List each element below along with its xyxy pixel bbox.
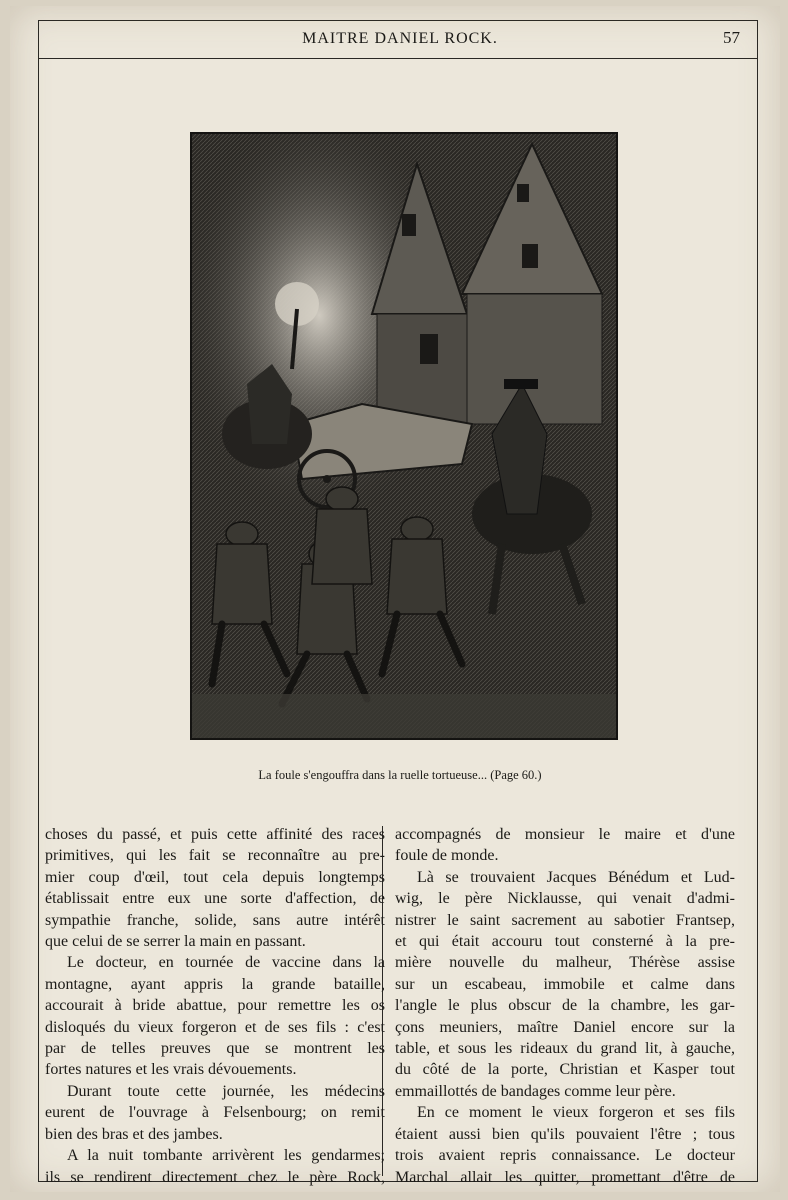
- text-line: foule de monde.: [395, 847, 499, 865]
- text-line: primitives, qui les fait se reconnaître au pre-: [45, 847, 385, 865]
- header-rule: [38, 58, 758, 59]
- text-line: A la nuit tombante arrivèrent les gendarmes;: [67, 1147, 385, 1165]
- text-line: emmaillottés de bandages comme leur père.: [395, 1082, 676, 1100]
- text-line: l'angle le plus obscur de la chambre, les gar-: [395, 997, 735, 1015]
- page-number: 57: [723, 28, 740, 47]
- text-line: et qui était accouru tout consterné à la pre-: [395, 933, 735, 951]
- text-line: sympathie franche, solide, sans autre intérêt: [45, 911, 385, 929]
- text-line: nistrer le saint sacrement au sabotier Frantsep,: [395, 911, 735, 929]
- text-line: trois avaient repris connaissance. Le docteur: [395, 1147, 735, 1165]
- text-line: bien des bras et des jambes.: [45, 1125, 223, 1143]
- text-line: çons meuniers, maître Daniel encore sur la: [395, 1018, 735, 1036]
- text-line: Là se trouvaient Jacques Bénédum et Lud-: [417, 868, 735, 886]
- text-line: du côté de la porte, Christian et Kasper tout: [395, 1061, 735, 1079]
- book-page: [10, 6, 780, 1192]
- text-line: wig, le père Nicklausse, qui venait d'admi-: [395, 890, 735, 908]
- text-line: disloqués du vieux forgeron et de ses fils : c'est: [45, 1018, 385, 1036]
- text-line: fortes natures et les vrais dévouements.: [45, 1061, 297, 1079]
- text-line: choses du passé, et puis cette affinité des races: [45, 826, 385, 843]
- text-line: établissait entre eux une sorte d'affection, de: [45, 890, 385, 908]
- illustration-caption: La foule s'engouffra dans la ruelle tortueuse... (Page 60.): [258, 768, 542, 782]
- text-line: accourait à bride abattue, pour remettre les os: [45, 997, 385, 1015]
- text-line: mière nouvelle du malheur, Thérèse assise: [395, 954, 735, 972]
- running-title: MAITRE DANIEL ROCK.: [302, 30, 498, 47]
- text-line: Le docteur, en tournée de vaccine dans la: [67, 954, 385, 972]
- text-line: table, et sous les rideaux du grand lit, à gauche,: [395, 1040, 735, 1058]
- text-line: eurent de l'ouvrage à Felsenbourg; on remit: [45, 1104, 385, 1122]
- text-line: étaient aussi bien qu'ils pouvaient l'être ; tous: [395, 1125, 735, 1143]
- text-line: accompagnés de monsieur le maire et d'une: [395, 826, 735, 843]
- text-line: mier coup d'œil, tout cela depuis longtemps: [45, 868, 385, 886]
- text-line: Durant toute cette journée, les médecins: [67, 1082, 385, 1100]
- night-riot-scene-image: [192, 134, 616, 738]
- right-text-column: [395, 824, 735, 1188]
- left-text-column: [45, 824, 385, 1188]
- text-line: montagne, ayant appris la grande bataille,: [45, 975, 385, 993]
- text-line: que celui de se serrer la main en passant.: [45, 933, 306, 951]
- text-line: sur un escabeau, immobile et calme dans: [395, 975, 735, 993]
- text-line: ils se rendirent directement chez le père Rock,: [45, 1168, 385, 1186]
- engraving-illustration: [190, 132, 618, 740]
- text-line: En ce moment le vieux forgeron et ses fils: [417, 1104, 735, 1122]
- text-line: par de telles preuves que se montrent les: [45, 1040, 385, 1058]
- text-line: Marchal allait les quitter, promettant d'être de: [395, 1168, 735, 1186]
